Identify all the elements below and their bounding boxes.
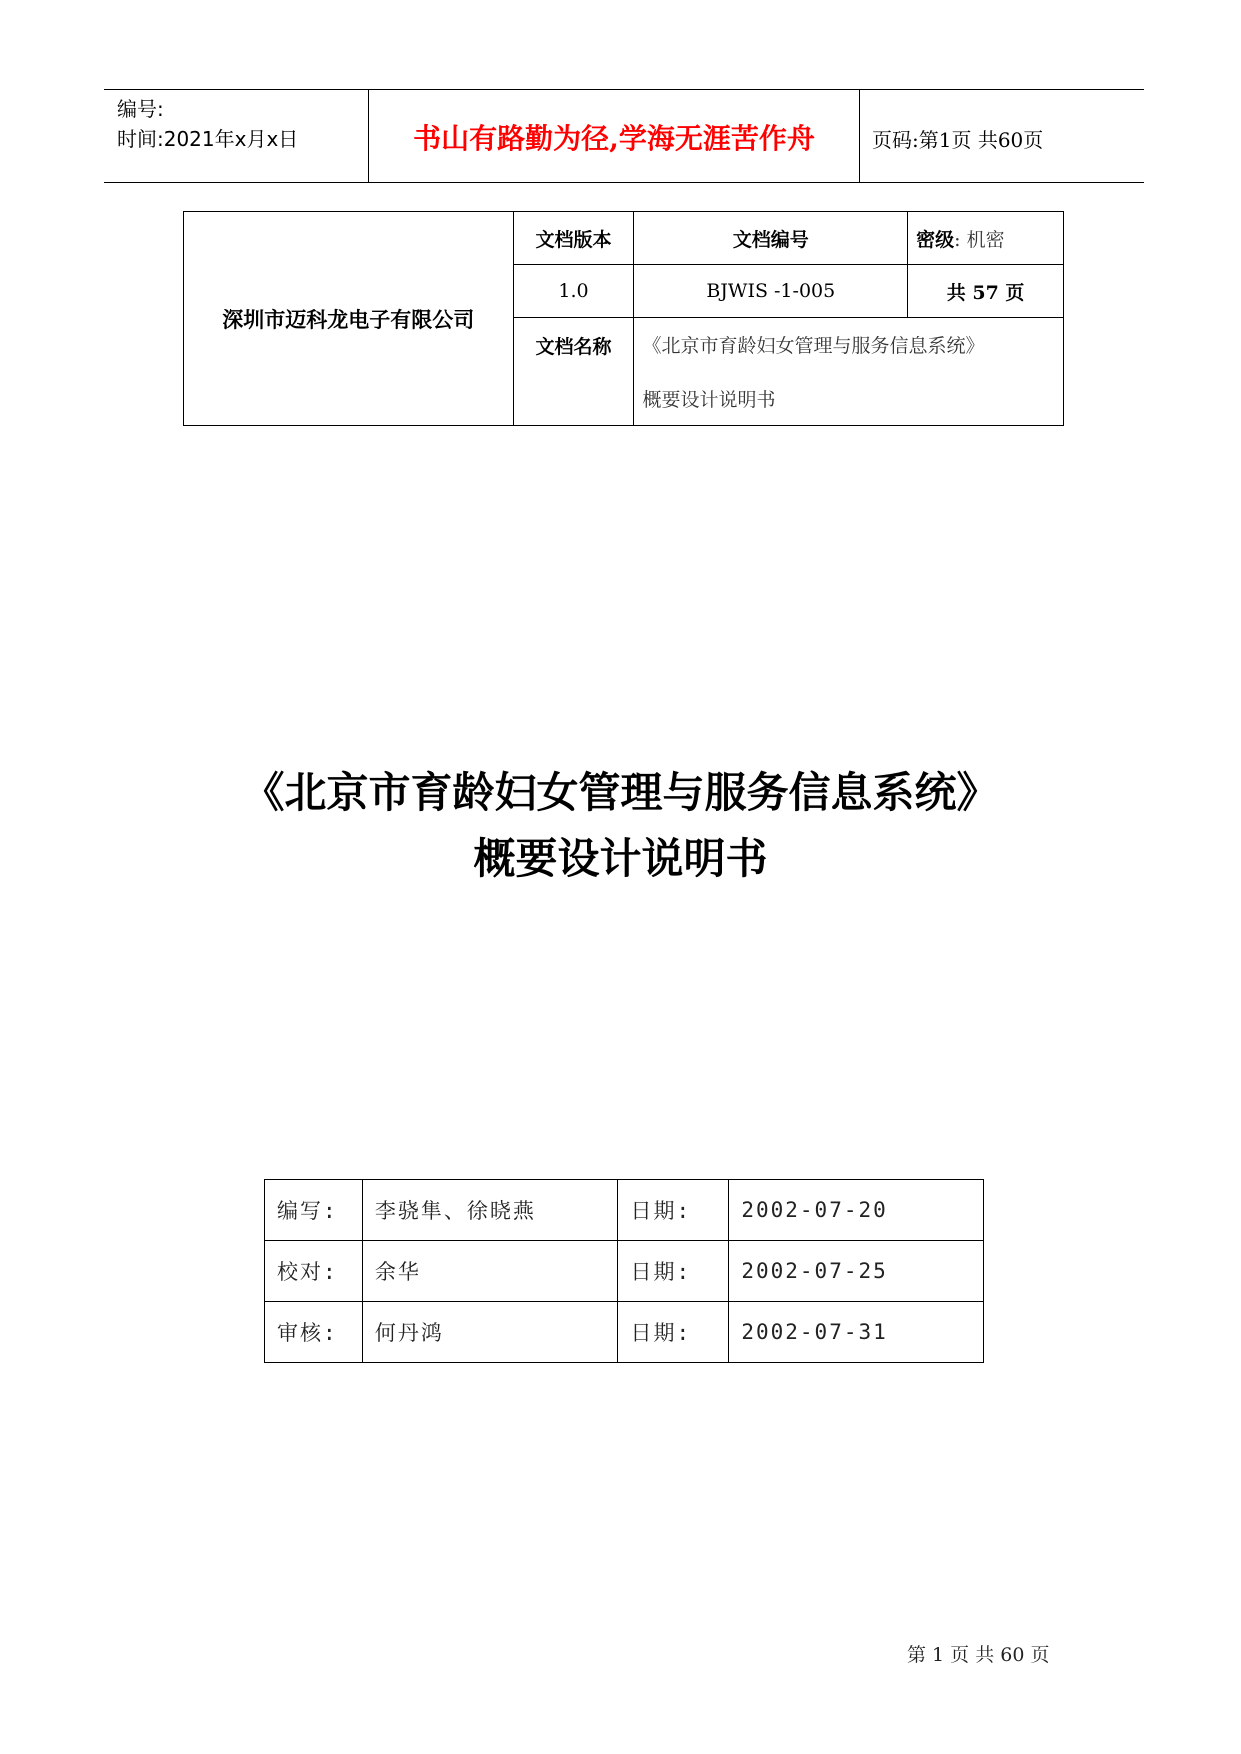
version-label: 文档版本 [513,212,634,265]
footer-page-number: 第 1 页 共 60 页 [907,1644,1050,1666]
signoff-date-label: 日期: [618,1302,729,1363]
company-name: 深圳市迈科龙电子有限公司 [184,212,514,426]
name-label: 文档名称 [513,318,634,426]
signoff-name: 李骁隼、徐晓燕 [362,1180,618,1241]
signoff-date-label: 日期: [618,1180,729,1241]
code-label: 文档编号 [634,212,908,265]
signoff-table [264,1179,984,1363]
code-value: BJWIS -1-005 [634,265,908,318]
document-title-line1: 《北京市育龄妇女管理与服务信息系统》 [242,768,999,817]
security-cell [908,212,1064,265]
signoff-date: 2002-07-31 [729,1302,984,1363]
document-title-line2: 概要设计说明书 [473,834,768,883]
document-info-table [183,211,1064,426]
signoff-row [265,1302,984,1363]
header-top-rule [104,89,1144,90]
header-divider-left [368,89,369,182]
signoff-role: 校对: [265,1241,363,1302]
signoff-role: 编写: [265,1180,363,1241]
name-line1: 《北京市育龄妇女管理与服务信息系统》 [634,318,1064,372]
header-divider-right [859,89,860,182]
signoff-row [265,1241,984,1302]
header-number-label: 编号: [117,97,164,121]
pages-value: 共 57 页 [908,265,1064,318]
signoff-name: 何丹鸿 [362,1302,618,1363]
security-label: 密级 [916,228,955,251]
header-meta [117,94,298,154]
version-value: 1.0 [513,265,634,318]
header-bottom-rule [104,182,1144,183]
signoff-date: 2002-07-25 [729,1241,984,1302]
signoff-date: 2002-07-20 [729,1180,984,1241]
header-time-label: 时间:2021年x月x日 [117,127,299,151]
signoff-name: 余华 [362,1241,618,1302]
signoff-date-label: 日期: [618,1241,729,1302]
security-value: : 机密 [954,228,1005,251]
name-line2: 概要设计说明书 [634,372,1064,426]
signoff-role: 审核: [265,1302,363,1363]
header-page-info: 页码:第1页 共60页 [872,128,1044,152]
header-motto: 书山有路勤为径,学海无涯苦作舟 [413,122,815,155]
signoff-row [265,1180,984,1241]
